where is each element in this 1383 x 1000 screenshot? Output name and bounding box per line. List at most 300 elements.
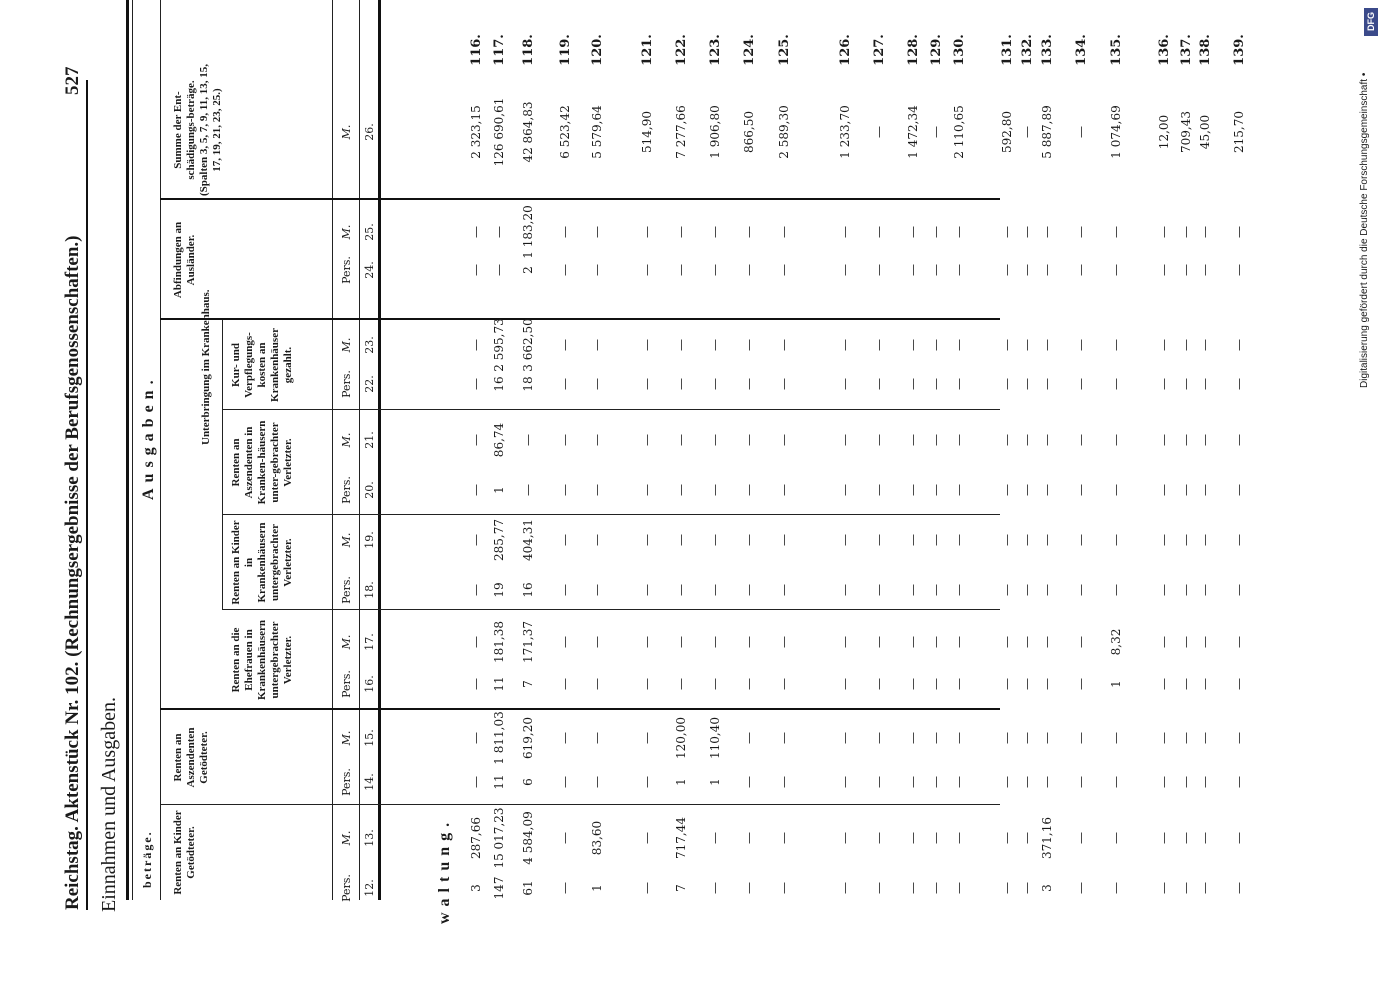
table-cell: —	[1020, 636, 1034, 648]
table-cell: —	[906, 378, 920, 390]
table-cell: —	[742, 484, 756, 496]
column-number: 13.	[363, 829, 376, 847]
table-cell: —	[1157, 534, 1171, 546]
row-number: 121.	[640, 34, 655, 66]
table-cell: 4 584,09	[521, 811, 535, 865]
table-cell: —	[1198, 882, 1212, 894]
table-cell: —	[640, 636, 654, 648]
section-ausgaben: Ausgaben.	[140, 374, 157, 500]
table-cell: 592,80	[1000, 111, 1014, 153]
table-cell: 371,16	[1040, 817, 1054, 859]
table-cell: —	[1020, 584, 1034, 596]
column-group-g4: Renten an Kinder in Krankenhäusern untergebrachter Verletzter.	[230, 520, 294, 605]
table-cell: —	[1020, 264, 1034, 276]
table-cell: —	[777, 678, 791, 690]
page-title: Reichstag. Aktenstück Nr. 102. (Rechnungsergebnisse der Berufsgenossenschaften.)	[62, 235, 83, 910]
column-group-g2: Renten an Aszendenten Getödteter.	[172, 727, 210, 788]
table-cell: —	[1040, 678, 1054, 690]
subhead-mark: M.	[340, 634, 353, 650]
table-cell: —	[906, 678, 920, 690]
table-cell: —	[590, 434, 604, 446]
table-cell: —	[674, 636, 688, 648]
table-cell: —	[742, 534, 756, 546]
table-cell: —	[906, 832, 920, 844]
table-cell: —	[469, 378, 483, 390]
table-cell: —	[1179, 832, 1193, 844]
table-cell: —	[872, 126, 886, 138]
table-cell: —	[558, 678, 572, 690]
section-rule	[160, 0, 161, 900]
table-cell: —	[558, 226, 572, 238]
table-cell: 16	[521, 582, 535, 598]
table-cell: —	[708, 484, 722, 496]
row-number: 127.	[872, 34, 887, 66]
table-cell: —	[1109, 584, 1123, 596]
table-cell: —	[906, 484, 920, 496]
table-cell: 2 589,30	[777, 105, 791, 159]
table-cell: —	[872, 882, 886, 894]
table-cell: —	[558, 434, 572, 446]
table-cell: —	[1179, 732, 1193, 744]
table-cell: —	[952, 882, 966, 894]
table-cell: —	[1232, 434, 1246, 446]
subhead-mark: M.	[340, 532, 353, 548]
table-cell: —	[1109, 882, 1123, 894]
table-cell: —	[1198, 434, 1212, 446]
table-cell: —	[1198, 732, 1212, 744]
table-cell: —	[742, 832, 756, 844]
table-cell: —	[872, 378, 886, 390]
table-cell: 1 811,03	[492, 711, 506, 765]
table-cell: —	[777, 378, 791, 390]
table-cell: —	[1000, 832, 1014, 844]
subhead-pers: Pers.	[340, 768, 353, 796]
table-cell: —	[742, 378, 756, 390]
credit-text: Digitalisierung gefördert durch die Deutsche Forschungsgemeinschaft •	[1359, 72, 1370, 388]
column-number: 15.	[363, 729, 376, 747]
row-number: 126.	[838, 34, 853, 66]
row-number: 123.	[708, 34, 723, 66]
table-cell: 1 906,80	[708, 105, 722, 159]
table-cell: —	[952, 584, 966, 596]
table-cell: 83,60	[590, 820, 604, 856]
table-cell: —	[469, 732, 483, 744]
table-cell: 126 690,61	[492, 97, 506, 167]
table-cell: 7 277,66	[674, 105, 688, 159]
table-cell: 11	[492, 774, 506, 790]
table-cell: —	[838, 636, 852, 648]
table-cell: 19	[492, 582, 506, 598]
table-cell: —	[469, 434, 483, 446]
row-number: 120.	[590, 34, 605, 66]
table-cell: 866,50	[742, 111, 756, 153]
table-cell: 1 074,69	[1109, 105, 1123, 159]
table-cell: 287,66	[469, 817, 483, 859]
row-number: 139.	[1232, 34, 1247, 66]
subhead-mark: M.	[340, 432, 353, 448]
table-cell: —	[838, 584, 852, 596]
table-cell: —	[590, 776, 604, 788]
subhead-pers: Pers.	[340, 476, 353, 504]
subhead-pers: Pers.	[340, 576, 353, 604]
table-cell: 61	[521, 880, 535, 896]
table-cell: —	[1074, 832, 1088, 844]
table-cell: —	[838, 832, 852, 844]
column-group-g5: Renten an Aszendenten in Kranken-häusern unter-gebrachter Verletzter.	[230, 420, 294, 505]
table-cell: —	[1109, 226, 1123, 238]
table-cell: —	[872, 832, 886, 844]
table-cell: —	[838, 534, 852, 546]
subhead-rule	[332, 0, 333, 900]
table-cell: —	[1074, 126, 1088, 138]
table-cell: —	[1198, 636, 1212, 648]
table-cell: —	[469, 226, 483, 238]
table-cell: —	[469, 584, 483, 596]
table-cell: —	[1040, 636, 1054, 648]
subhead-pers: Pers.	[340, 670, 353, 698]
table-cell: —	[1109, 832, 1123, 844]
table-cell: 1	[590, 884, 604, 892]
row-number: 117.	[492, 34, 507, 66]
table-cell: —	[1020, 732, 1034, 744]
table-cell: —	[742, 776, 756, 788]
table-cell: —	[640, 534, 654, 546]
table-cell: —	[674, 584, 688, 596]
table-cell: —	[558, 264, 572, 276]
table-cell: —	[674, 378, 688, 390]
table-cell: —	[929, 378, 943, 390]
column-number: 26.	[363, 123, 376, 141]
table-cell: 8,32	[1109, 628, 1123, 656]
row-number: 134.	[1074, 34, 1089, 66]
table-cell: —	[1232, 732, 1246, 744]
table-cell: —	[1198, 264, 1212, 276]
table-cell: 45,00	[1198, 114, 1212, 150]
table-cell: —	[952, 636, 966, 648]
column-number: 23.	[363, 336, 376, 354]
table-cell: —	[872, 732, 886, 744]
table-cell: —	[492, 226, 506, 238]
table-cell: —	[1157, 226, 1171, 238]
table-cell: —	[674, 484, 688, 496]
table-cell: —	[872, 484, 886, 496]
table-cell: —	[929, 732, 943, 744]
table-cell: —	[1000, 484, 1014, 496]
table-cell: —	[742, 434, 756, 446]
table-cell: —	[1179, 584, 1193, 596]
table-cell: —	[1074, 732, 1088, 744]
table-cell: —	[469, 264, 483, 276]
subhead-mark: M.	[340, 730, 353, 746]
table-cell: —	[1040, 226, 1054, 238]
table-cell: —	[872, 434, 886, 446]
row-number: 119.	[558, 34, 573, 66]
table-cell: —	[952, 339, 966, 351]
table-cell: —	[1040, 732, 1054, 744]
row-number: 124.	[742, 34, 757, 66]
table-cell: 181,38	[492, 621, 506, 663]
table-cell: —	[1109, 484, 1123, 496]
table-cell: —	[1000, 584, 1014, 596]
table-cell: —	[708, 832, 722, 844]
column-group-g3: Renten an die Ehefrauen in Krankenhäusern untergebrachter Verletzter.	[230, 619, 294, 701]
title-rule	[86, 80, 88, 910]
table-cell: —	[872, 264, 886, 276]
table-cell: —	[1000, 732, 1014, 744]
table-cell: —	[1074, 584, 1088, 596]
table-cell: —	[1040, 776, 1054, 788]
table-cell: —	[929, 882, 943, 894]
table-cell: 514,90	[640, 111, 654, 153]
table-cell: —	[906, 339, 920, 351]
table-cell: —	[838, 678, 852, 690]
table-cell: —	[777, 264, 791, 276]
table-cell: —	[1020, 678, 1034, 690]
table-cell: —	[872, 636, 886, 648]
table-cell: 6 523,42	[558, 105, 572, 159]
table-cell: —	[1020, 776, 1034, 788]
table-cell: —	[742, 584, 756, 596]
table-cell: —	[674, 226, 688, 238]
table-cell: —	[640, 484, 654, 496]
table-cell: 5 887,89	[1040, 105, 1054, 159]
row-number: 130.	[952, 34, 967, 66]
table-cell: —	[674, 434, 688, 446]
table-cell: —	[872, 678, 886, 690]
table-cell: —	[469, 678, 483, 690]
subtitle: Einnahmen und Ausgaben.	[98, 697, 120, 912]
table-cell: —	[777, 636, 791, 648]
row-number: 137.	[1179, 34, 1194, 66]
table-cell: —	[674, 678, 688, 690]
table-cell: —	[558, 882, 572, 894]
table-cell: —	[906, 776, 920, 788]
table-cell: 147	[492, 876, 506, 900]
subhead-pers: Pers.	[340, 370, 353, 398]
table-cell: 12,00	[1157, 114, 1171, 150]
subhead-mark: M.	[340, 830, 353, 846]
table-cell: —	[872, 584, 886, 596]
table-cell: —	[1109, 534, 1123, 546]
table-cell: —	[1109, 732, 1123, 744]
table-cell: 1 472,34	[906, 105, 920, 159]
table-cell: —	[1109, 776, 1123, 788]
table-cell: —	[742, 636, 756, 648]
table-cell: —	[838, 434, 852, 446]
table-cell: —	[1198, 484, 1212, 496]
table-cell: 1 233,70	[838, 105, 852, 159]
subhead-mark: M.	[340, 337, 353, 353]
table-cell: —	[872, 339, 886, 351]
section-verwaltung: waltung.	[436, 816, 453, 924]
table-cell: —	[1040, 339, 1054, 351]
table-cell: —	[1232, 832, 1246, 844]
table-cell: —	[1020, 226, 1034, 238]
table-cell: —	[906, 534, 920, 546]
table-cell: 619,20	[521, 717, 535, 759]
table-cell: —	[1020, 378, 1034, 390]
table-cell: —	[1074, 434, 1088, 446]
row-number: 133.	[1040, 34, 1055, 66]
table-cell: —	[906, 584, 920, 596]
table-cell: —	[1000, 226, 1014, 238]
table-cell: —	[1109, 339, 1123, 351]
table-cell: —	[1020, 339, 1034, 351]
table-cell: —	[1179, 378, 1193, 390]
table-cell: —	[708, 434, 722, 446]
table-cell: —	[1040, 434, 1054, 446]
row-number: 128.	[906, 34, 921, 66]
table-cell: —	[1179, 882, 1193, 894]
table-cell: —	[929, 339, 943, 351]
table-cell: —	[906, 732, 920, 744]
table-cell: —	[1000, 678, 1014, 690]
table-cell: —	[521, 434, 535, 446]
table-cell: —	[1040, 484, 1054, 496]
table-cell: —	[1157, 832, 1171, 844]
table-cell: —	[1179, 434, 1193, 446]
table-cell: —	[708, 534, 722, 546]
page-number: 527	[62, 66, 83, 95]
table-cell: —	[1179, 776, 1193, 788]
table-cell: —	[872, 226, 886, 238]
table-cell: —	[929, 776, 943, 788]
table-cell: —	[929, 584, 943, 596]
table-cell: —	[1157, 484, 1171, 496]
table-cell: —	[558, 732, 572, 744]
table-cell: —	[952, 226, 966, 238]
table-cell: —	[590, 484, 604, 496]
table-cell: —	[1074, 264, 1088, 276]
dfg-logo: DFG	[1364, 8, 1378, 36]
table-cell: —	[1040, 534, 1054, 546]
table-cell: —	[742, 732, 756, 744]
table-cell: 7	[521, 680, 535, 688]
table-cell: —	[906, 226, 920, 238]
table-cell: —	[777, 226, 791, 238]
table-cell: 3	[1040, 884, 1054, 892]
table-cell: —	[929, 484, 943, 496]
table-cell: —	[929, 434, 943, 446]
table-cell: —	[742, 339, 756, 351]
table-cell: —	[906, 636, 920, 648]
table-cell: —	[1074, 882, 1088, 894]
table-cell: —	[1198, 832, 1212, 844]
table-cell: —	[742, 226, 756, 238]
table-cell: 7	[674, 884, 688, 892]
table-cell: —	[906, 434, 920, 446]
table-cell: —	[929, 678, 943, 690]
table-cell: —	[640, 226, 654, 238]
table-cell: —	[469, 534, 483, 546]
table-cell: —	[708, 378, 722, 390]
table-cell: —	[469, 776, 483, 788]
table-cell: —	[1020, 882, 1034, 894]
subhead-pers: Pers.	[340, 874, 353, 902]
table-cell: —	[742, 678, 756, 690]
table-cell: —	[1157, 378, 1171, 390]
table-cell: —	[708, 264, 722, 276]
table-cell: —	[1157, 678, 1171, 690]
table-cell: 2 595,73	[492, 318, 506, 372]
table-cell: —	[952, 678, 966, 690]
table-cell: —	[1179, 339, 1193, 351]
table-cell: —	[590, 226, 604, 238]
column-number: 12.	[363, 879, 376, 897]
table-cell: 2 110,65	[952, 105, 966, 159]
table-cell: —	[590, 732, 604, 744]
table-cell: —	[906, 882, 920, 894]
header-bottom-rule	[378, 0, 381, 900]
table-cell: —	[1000, 339, 1014, 351]
table-cell: —	[1074, 226, 1088, 238]
table-cell: 110,40	[708, 717, 722, 759]
table-cell: —	[906, 264, 920, 276]
table-cell: —	[1074, 636, 1088, 648]
column-number: 25.	[363, 223, 376, 241]
table-cell: —	[1198, 339, 1212, 351]
column-number: 22.	[363, 375, 376, 393]
table-cell: 6	[521, 778, 535, 786]
table-cell: —	[838, 484, 852, 496]
table-cell: —	[1020, 126, 1034, 138]
table-cell: —	[929, 534, 943, 546]
table-cell: —	[929, 832, 943, 844]
table-cell: —	[952, 264, 966, 276]
table-cell: —	[590, 534, 604, 546]
table-cell: —	[1000, 882, 1014, 894]
table-cell: —	[1198, 226, 1212, 238]
table-cell: —	[1232, 584, 1246, 596]
table-cell: —	[1232, 378, 1246, 390]
table-cell: —	[1232, 264, 1246, 276]
table-cell: —	[952, 434, 966, 446]
table-cell: 709,43	[1179, 111, 1193, 153]
table-cell: 18	[521, 376, 535, 392]
table-cell: —	[1020, 534, 1034, 546]
table-cell: —	[1109, 378, 1123, 390]
table-cell: —	[1232, 678, 1246, 690]
column-number: 16.	[363, 675, 376, 693]
table-cell: —	[640, 434, 654, 446]
table-cell: 42 864,83	[521, 101, 535, 163]
table-cell: —	[1000, 434, 1014, 446]
table-cell: 15 017,23	[492, 807, 506, 869]
table-cell: —	[558, 584, 572, 596]
table-cell: —	[521, 484, 535, 496]
row-number: 136.	[1157, 34, 1172, 66]
table-cell: —	[1232, 226, 1246, 238]
table-cell: 404,31	[521, 519, 535, 561]
table-cell: —	[469, 339, 483, 351]
table-cell: —	[838, 776, 852, 788]
table-cell: —	[640, 776, 654, 788]
table-cell: 16	[492, 376, 506, 392]
colnum-rule	[359, 0, 360, 900]
table-cell: 1 183,20	[521, 205, 535, 259]
table-cell: —	[708, 584, 722, 596]
table-cell: —	[952, 776, 966, 788]
table-cell: —	[1232, 534, 1246, 546]
table-cell: 1	[674, 778, 688, 786]
table-cell: —	[1020, 434, 1034, 446]
table-cell: —	[1198, 776, 1212, 788]
table-cell: —	[1000, 636, 1014, 648]
table-cell: —	[1157, 776, 1171, 788]
table-cell: —	[469, 636, 483, 648]
unterbringung-label: Unterbringung im Krankenhaus.	[200, 289, 212, 445]
table-cell: —	[1232, 882, 1246, 894]
